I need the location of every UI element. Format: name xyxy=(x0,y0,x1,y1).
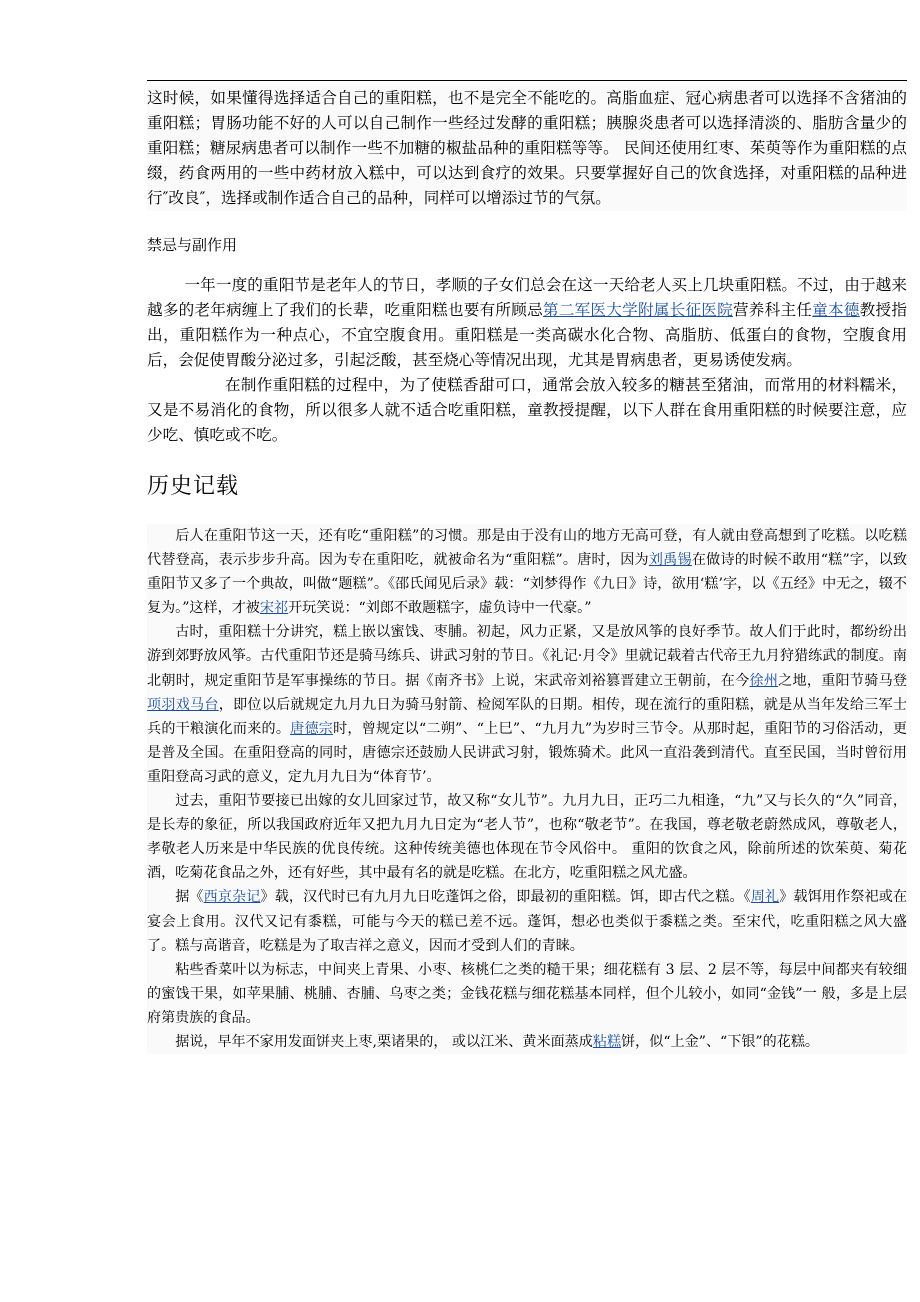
taboos-section xyxy=(147,273,907,448)
xijing-zaji-link[interactable]: 西京杂记 xyxy=(203,889,261,906)
text-span: 后人在重阳节这一天，还有吃“重阳糕”的习惯。那是由于没有山的地方无高可登，有人就由登高想到了吃糕。以吃糕代替登高，表示步步升高。因为专在重阳吃，就被命名为“重阳糕”。唐时，因为 xyxy=(147,528,907,569)
history-paragraph-2 xyxy=(147,620,907,789)
section-heading-taboos: 禁忌与副作用 xyxy=(147,236,238,254)
text-span: 据《 xyxy=(175,889,204,906)
history-section xyxy=(147,524,907,1054)
history-paragraph-3: 过去，重阳节要接已出嫁的女儿回家过节，故又称“女儿节”。九月九日，正巧二九相逢，“九”又与长久的“久”同音，是长寿的象征，所以我国政府近年又把九月九日定为“老人节”，也称“敬老节”。在我国，尊老敬老蔚然成风，尊敬老人，孝敬老人历来是中华民族的优良传统。这种传统美德也体现在节令风俗中。 重阳的饮食之风，除前所述的饮茱萸、菊花酒，吃菊花食品之外，还有好些，其中最有名的就是吃糕。在北方，吃重阳糕之风尤盛。 xyxy=(147,793,907,882)
history-paragraph-5: 粘些香菜叶以为标志，中间夹上青果、小枣、核桃仁之类的糙干果；细花糕有 3 层、2 层不等，每层中间都夹有较细的蜜饯干果，如苹果脯、桃脯、杏脯、乌枣之类；金钱花糕与细花糕基本同样，但个儿较小，如同“金钱”一 般，多是上层府第贵族的食品。 xyxy=(147,961,907,1026)
text-span: 一年一度的重阳节是老年人的节日，孝顺的子女们总会在这一天给老人买上几块重阳糕。不过，由于越来越多的老年病缠上了我们的长辈，吃重阳糕也要有所顾忌 xyxy=(147,276,907,319)
text-span: 在做诗的时候不敢用“糕”字，以致重阳节又多了一个典故，叫做“题糕”。《邵氏闻见后录》载：“刘梦得作《九日》诗，欲用‘糕’字，以《五经》中无之，辍不复为。”这样，才被 xyxy=(147,552,907,617)
text-span: ，即位以后就规定九月九日为骑马射箭、检阅军队的日期。相传，现在流行的重阳糕，就是从当年发给三军士兵的干粮演化而来的。 xyxy=(147,696,908,737)
xuzhou-link[interactable]: 徐州 xyxy=(749,672,779,689)
professor-link[interactable]: 童本德 xyxy=(812,301,860,319)
text-span: 据说，早年不家用发面饼夹上枣,栗诸果的， 或以江米、黄米面蒸成 xyxy=(175,1033,593,1050)
dietary-advice-paragraph: 这时候，如果懂得选择适合自己的重阳糕，也不是完全不能吃的。高脂血症、冠心病患者可以选择不含猪油的重阳糕；胃肠功能不好的人可以自己制作一些经过发酵的重阳糕；胰腺炎患者可以选择清淡的、脂肪含量少的重阳糕；糖尿病患者可以制作一些不加糖的椒盐品种的重阳糕等等。 民间还使用红枣、茱萸等作为重阳糕的点缀，药食两用的一些中药材放入糕中，可以达到食疗的效果。只要掌握好自己的饮食选择，对重阳糕的品种进行″改良″，选择或制作适合自己的品种，同样可以增添过节的气氛。 xyxy=(147,86,907,211)
top-divider xyxy=(147,80,907,81)
hospital-link[interactable]: 第二军医大学附属长征医院 xyxy=(542,301,733,319)
text-span: 时，曾规定以“二朔”、“上巳”、“九月九”为岁时三节令。从那时起，重阳节的习俗活动，更是普及全国。在重阳登高的同时，唐德宗还鼓励人民讲武习射，锻炼骑术。此风一直沿袭到清代。直至民国，当时曾衍用重阳登高习武的意义，定九月九日为“体育节’。 xyxy=(147,720,908,785)
history-paragraph-4 xyxy=(147,885,907,957)
song-qi-link[interactable]: 宋祁 xyxy=(259,600,289,617)
text-span: 之地，重阳节骑马登 xyxy=(778,672,908,689)
xiangyu-ximatai-link[interactable]: 项羽戏马台 xyxy=(147,696,219,713)
zhouli-link[interactable]: 周礼 xyxy=(750,889,780,906)
text-span: 》载，汉代时已有九月九日吃蓬饵之俗，即最初的重阳糕。饵，即古代之糕。《 xyxy=(260,889,751,906)
text-span: 教授指出，重阳糕作为一种点心，不宜空腹食用。重阳糕是一类高碳水化合物、高脂肪、低蛋白的食物，空腹食用后，会促使胃酸分泌过多，引起泛酸，甚至烧心等情况出现，尤其是胃病患者，更易诱使发病。 xyxy=(147,301,907,369)
text-span: 营养科主任 xyxy=(732,301,813,319)
section-heading-history: 历史记载 xyxy=(147,474,240,499)
text-span: 饼，似“上金”、“下银”的花糕。 xyxy=(621,1033,820,1050)
niangao-link[interactable]: 粘糕 xyxy=(592,1033,622,1050)
text-span: 古时，重阳糕十分讲究，糕上嵌以蜜饯、枣脯。初起，风力正紧，又是放风筝的良好季节。故人们于此时，都纷纷出游到郊野放风筝。古代重阳节还是骑马练兵、讲武习射的节日。《礼记·月令》里就记载着古代帝王九月狩猎练武的制度。南北朝时，规定重阳节是军事操练的节日。据《南齐书》上说，宋武帝刘裕篡晋建立王朝前，在今 xyxy=(147,624,907,689)
text-span: 开玩笑说：“刘郎不敢题糕字，虚负诗中一代豪。” xyxy=(288,600,592,617)
taboos-paragraph-2: 在制作重阳糕的过程中，为了使糕香甜可口，通常会放入较多的糖甚至猪油，而常用的材料糯米，又是不易消化的食物，所以很多人就不适合吃重阳糕，童教授提醒，以下人群在食用重阳糕的时候要注意，应少吃、慎吃或不吃。 xyxy=(147,376,907,444)
history-paragraph-1 xyxy=(147,524,907,620)
text-span: 》载饵用作祭祀或在宴会上食用。汉代又记有黍糕，可能与今天的糕已差不远。蓬饵，想必也类似于黍糕之类。至宋代，吃重阳糕之风大盛了。糕与高谐音，吃糕是为了取吉祥之意义，因而才受到人们的青睐。 xyxy=(147,889,908,954)
document-page xyxy=(147,80,907,1054)
taboos-paragraph-1 xyxy=(147,273,907,373)
history-paragraph-6 xyxy=(147,1030,907,1054)
tang-dezong-link[interactable]: 唐德宗 xyxy=(290,720,334,737)
liu-yuxi-link[interactable]: 刘禹锡 xyxy=(648,552,692,569)
